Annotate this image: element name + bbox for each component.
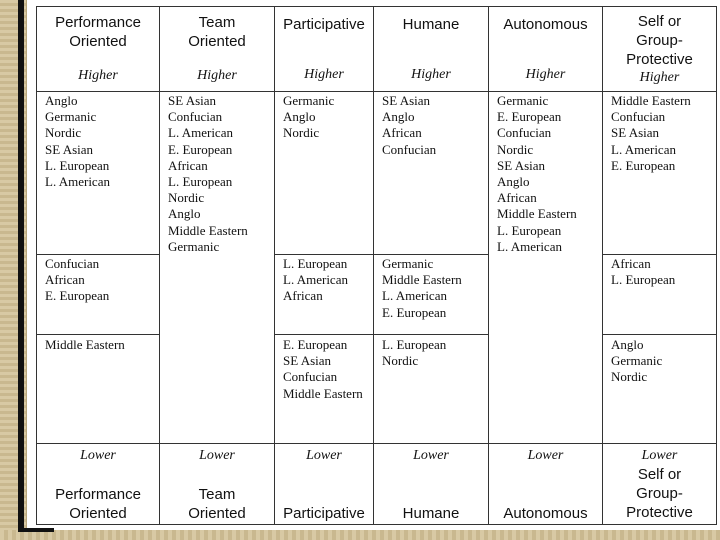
column-footer: Performance Oriented (55, 486, 141, 522)
list-item: African (168, 157, 208, 173)
higher-label: Higher (304, 67, 344, 82)
band-middle (283, 256, 371, 305)
list-item: L. American (497, 238, 562, 254)
list-item: Middle Eastern (283, 385, 363, 401)
band-divider-lower (603, 334, 717, 335)
list-item: African (283, 288, 323, 304)
list-item: Germanic (168, 238, 220, 254)
list-item: E. European (283, 337, 348, 352)
list-item: E. European (497, 109, 562, 125)
higher-label: Higher (525, 67, 566, 82)
list-item: L. European (45, 157, 110, 173)
list-item: SE Asian (611, 125, 660, 141)
list-item: Confucian (497, 125, 552, 141)
list-item: E. European (45, 288, 110, 304)
list-item: Nordic (283, 125, 320, 141)
list-item: Confucian (283, 369, 338, 385)
list-item: Germanic (283, 93, 335, 108)
list-item: African (382, 125, 422, 141)
band-low (283, 337, 371, 402)
band-divider-upper (275, 254, 489, 255)
list-item: Middle Eastern (168, 222, 248, 238)
list-item: Middle Eastern (382, 272, 462, 288)
lower-label: Lower (527, 448, 564, 463)
band-divider-upper (37, 254, 160, 255)
column-participative (275, 7, 374, 525)
list-item: L. European (168, 174, 233, 190)
column-header: Self or Group- Protective (626, 13, 693, 68)
column-footer: Autonomous (503, 505, 588, 522)
list-item: SE Asian (283, 353, 332, 369)
list-item: Nordic (611, 369, 648, 385)
band-high (45, 93, 157, 190)
decorative-bottom-border (0, 530, 720, 540)
table-bottom-edge (37, 524, 717, 525)
column-performance-oriented (37, 7, 160, 525)
band-high (283, 93, 371, 142)
list-item: Nordic (497, 141, 534, 157)
band-divider-upper (603, 254, 717, 255)
list-item: SE Asian (382, 93, 431, 108)
list-item: Middle Eastern (611, 93, 691, 108)
band-middle (611, 256, 714, 288)
list-item: African (45, 272, 85, 288)
band-middle (382, 256, 486, 321)
list-item: E. European (611, 157, 676, 173)
lower-label: Lower (199, 448, 235, 463)
lower-label: Lower (80, 448, 116, 463)
list-item: E. European (382, 304, 447, 320)
column-header: Participative (283, 16, 365, 33)
list-item: African (497, 190, 537, 206)
column-header: Team Oriented (188, 14, 246, 50)
higher-label: Higher (639, 70, 680, 85)
list-item: L. American (283, 272, 348, 288)
band-low (611, 337, 714, 386)
band-high (611, 93, 714, 174)
band-divider-lower (275, 334, 489, 335)
list-item: SE Asian (45, 141, 94, 157)
column-header: Humane (402, 16, 460, 33)
list-item: L. European (611, 272, 676, 288)
list-item: L. American (611, 141, 676, 157)
column-header: Autonomous (503, 16, 588, 33)
column-footer: Team Oriented (188, 486, 246, 522)
higher-label: Higher (78, 68, 118, 83)
band-middle (45, 256, 157, 305)
band-high (497, 93, 600, 255)
list-item: Middle Eastern (497, 206, 577, 222)
column-header: Performance Oriented (55, 14, 141, 50)
list-item: L. American (45, 174, 110, 190)
band-high (382, 93, 486, 158)
column-autonomous (489, 7, 603, 525)
footer-divider (37, 443, 717, 444)
lower-label: Lower (306, 448, 342, 463)
band-high (168, 93, 272, 255)
list-item: L. European (497, 222, 562, 238)
list-item: Confucian (611, 109, 666, 125)
band-low (382, 337, 486, 369)
list-item: Anglo (283, 109, 316, 125)
list-item: Anglo (45, 93, 78, 108)
list-item: Confucian (168, 109, 223, 125)
band-divider-lower (37, 334, 160, 335)
list-item: Anglo (497, 174, 530, 190)
higher-label: Higher (197, 68, 237, 83)
higher-label: Higher (411, 67, 451, 82)
list-item: Nordic (168, 190, 205, 206)
list-item: SE Asian (497, 157, 546, 173)
list-item: African (611, 256, 651, 271)
list-item: L. American (168, 125, 233, 141)
list-item: Nordic (382, 353, 419, 369)
header-divider (37, 91, 717, 92)
list-item: L. European (283, 256, 348, 271)
list-item: Nordic (45, 125, 82, 141)
list-item: Anglo (168, 206, 201, 222)
lower-label: Lower (641, 448, 678, 463)
column-footer: Participative (283, 505, 365, 522)
list-item: Confucian (382, 141, 437, 157)
leadership-dimensions-table (36, 6, 717, 525)
decorative-bottom-rule (18, 528, 54, 532)
list-item: Germanic (382, 256, 434, 271)
band-low (45, 337, 157, 353)
list-item: Confucian (45, 256, 100, 271)
column-humane (374, 7, 489, 525)
list-item: Germanic (45, 109, 97, 125)
lower-label: Lower (413, 448, 449, 463)
decorative-black-rule (18, 0, 24, 540)
column-footer: Self or Group- Protective (626, 466, 693, 521)
list-item: Germanic (611, 353, 663, 369)
list-item: E. European (168, 141, 233, 157)
list-item: Middle Eastern (45, 337, 125, 352)
column-footer: Humane (402, 505, 460, 522)
column-team-oriented (160, 7, 275, 525)
list-item: SE Asian (168, 93, 217, 108)
list-item: Anglo (611, 337, 644, 352)
list-item: L. American (382, 288, 447, 304)
list-item: L. European (382, 337, 447, 352)
column-self-protective (603, 7, 717, 525)
list-item: Anglo (382, 109, 415, 125)
list-item: Germanic (497, 93, 549, 108)
